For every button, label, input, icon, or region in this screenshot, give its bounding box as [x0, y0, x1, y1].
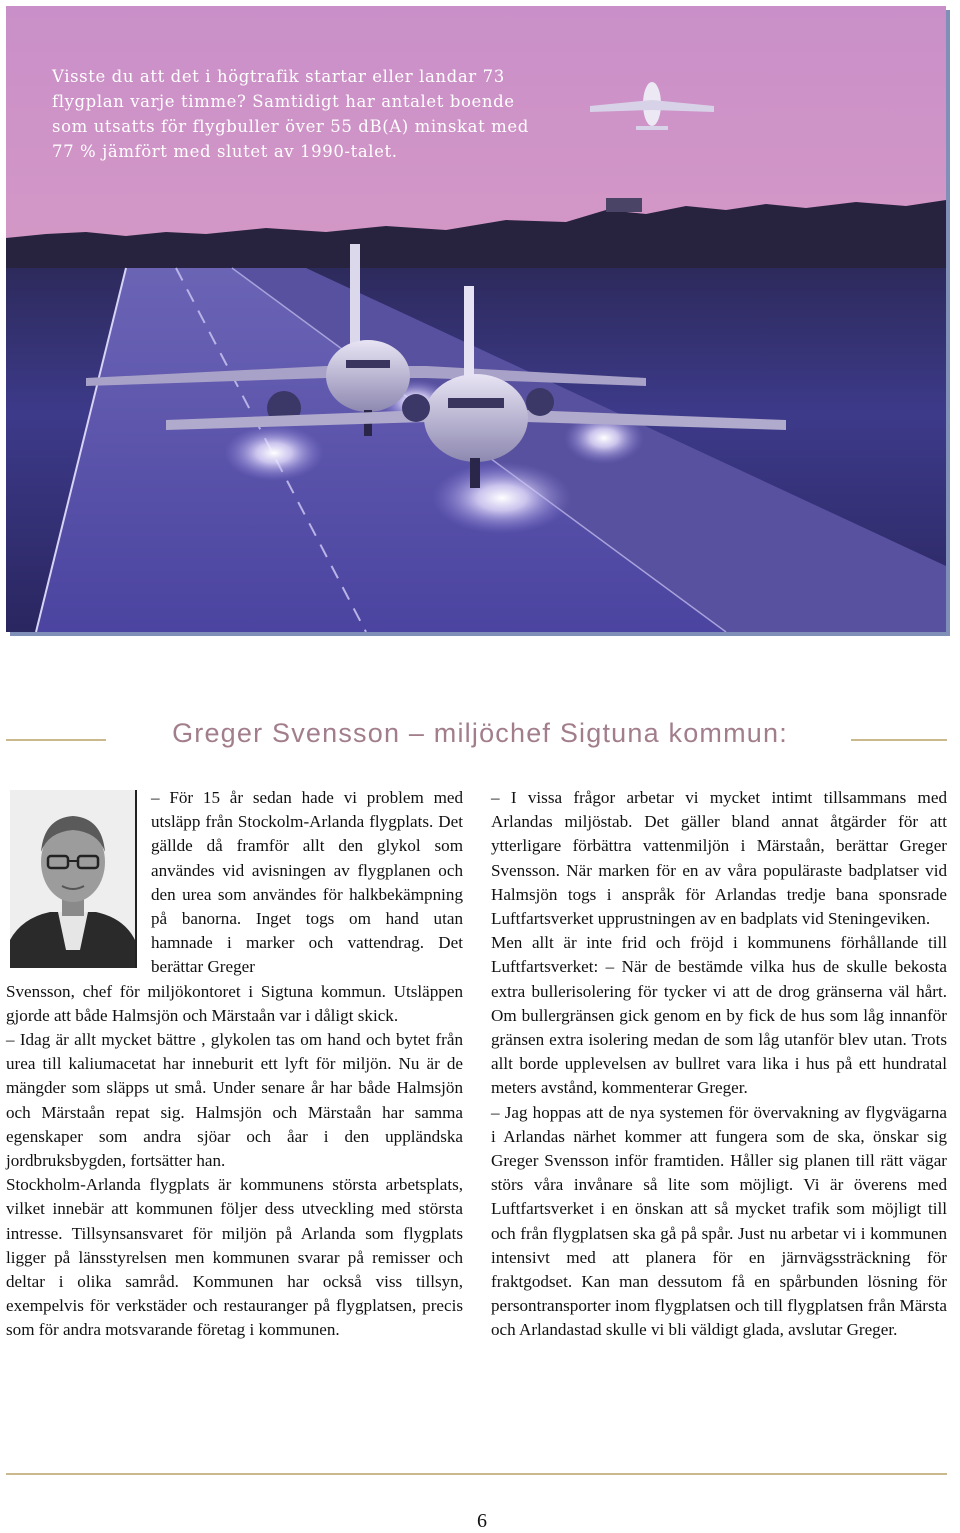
hero-photo: [6, 6, 946, 632]
hero-caption: Visste du att det i högtrafik startar eller landar 73 flygplan varje timme? Samtidigt har antalet boende som utsatts för flygbuller över 55 dB(A) minskat med 77 % jämfört med slutet av 1990-talet.: [52, 67, 529, 161]
article-paragraph: Svensson, chef för miljökontoret i Sigtuna kommun. Utsläppen gjorde att både Halmsjön och Märstaån var i dåligt skick.: [6, 981, 463, 1025]
page-number: 6: [477, 1510, 487, 1532]
article-headline: [0, 718, 960, 749]
article-paragraph: – Jag hoppas att de nya systemen för övervakning av flygvägarna i Arlandas närhet kommer att fungera som de ska, önskar sig Greger Svensson inför framtiden. Håller sig planen till rätt vägar störs våra invånare så lite som möjligt. Vi är överens med Luftfartsverket i en önskan att så mycket trafik som möjligt till och från flygplatsen ska gå på spår. Just nu arbetar vi i kommunen intensivt med att planera för en järnvägssträckning för fraktgodset. Kan man dessutom få en spårbunden lösning för persontransporter inom flygplatsen och till flygplatsen från Märsta och Arlandastad skulle vi bli väldigt glada, avslutar Greger.: [491, 1102, 947, 1340]
article-paragraph: Stockholm-Arlanda flygplats är kommunens största arbetsplats, vilket innebär att kommunen följer dess utveckling med största intresse. Tillsynsansvaret för miljön på Arlanda som flygplats ligger på länsstyrelsen men kommunen svarar på remisser och deltar i olika samråd. Kommunen har också viss tillsyn, exempelvis för verkstäder och restauranger på flygplatsen, precis som för andra motsvarande företag i kommunen.: [6, 1175, 463, 1340]
footer-rule: [6, 1473, 947, 1475]
article-paragraph: – Idag är allt mycket bättre , glykolen tas om hand och bytet från urea till kaliumacetat har inneburit ett lyft för miljön. Nu är de mängder som släpps ut små. Under senare år har både Halmsjön och Märstaån repat sig. Halmsjön och Märstaån har samma egenskaper som andra sjöar och åar i den uppländska jordbruksbygden, fortsätter han.: [6, 1030, 463, 1171]
article-paragraph: – För 15 år sedan hade vi problem med utsläpp från Stockolm-Arlanda flygplats. Det gällde då framför allt den glykol som användes vid avisningen av flygplanen och den urea som användes för halkbekämpning på banorna. Inget togs om hand utan hamnade i marker och vattendrag. Det berättar Greger: [151, 788, 463, 977]
article-headline-text: Greger Svensson – miljöchef Sigtuna kommun:: [158, 718, 802, 748]
article-left-column: [6, 786, 463, 1343]
article-right-column: [491, 786, 947, 1343]
article-paragraph: – I vissa frågor arbetar vi mycket intimt tillsammans med Arlandas miljöstab. Det gäller bland annat åtgärder för att ytterligare förbättra vattenmiljön i Märstaån, berättar Greger Svensson. När marken för en av våra populäraste badplatser vid Halmsjön togs i anspråk för Arlandas tredje bana sponsrade Luftfartsverket upprustningen av en badplats vid Steningeviken.: [491, 788, 947, 929]
article-paragraph: Men allt är inte frid och fröjd i kommunens förhållande till Luftfartsverket: – När de bestämde vilka hus de skulle bekosta extra bullerisolering för tycker vi att de drog gränserna väl hårt. Om bullergränsen gick genom en by fick de hus som låg innanför gränsen extra isolering medan de som låg utanför blev utan. Trots allt borde upplevelsen av bullret vara lika i hus på ett hundratal meters avstånd, kommenterar Greger.: [491, 933, 947, 1098]
